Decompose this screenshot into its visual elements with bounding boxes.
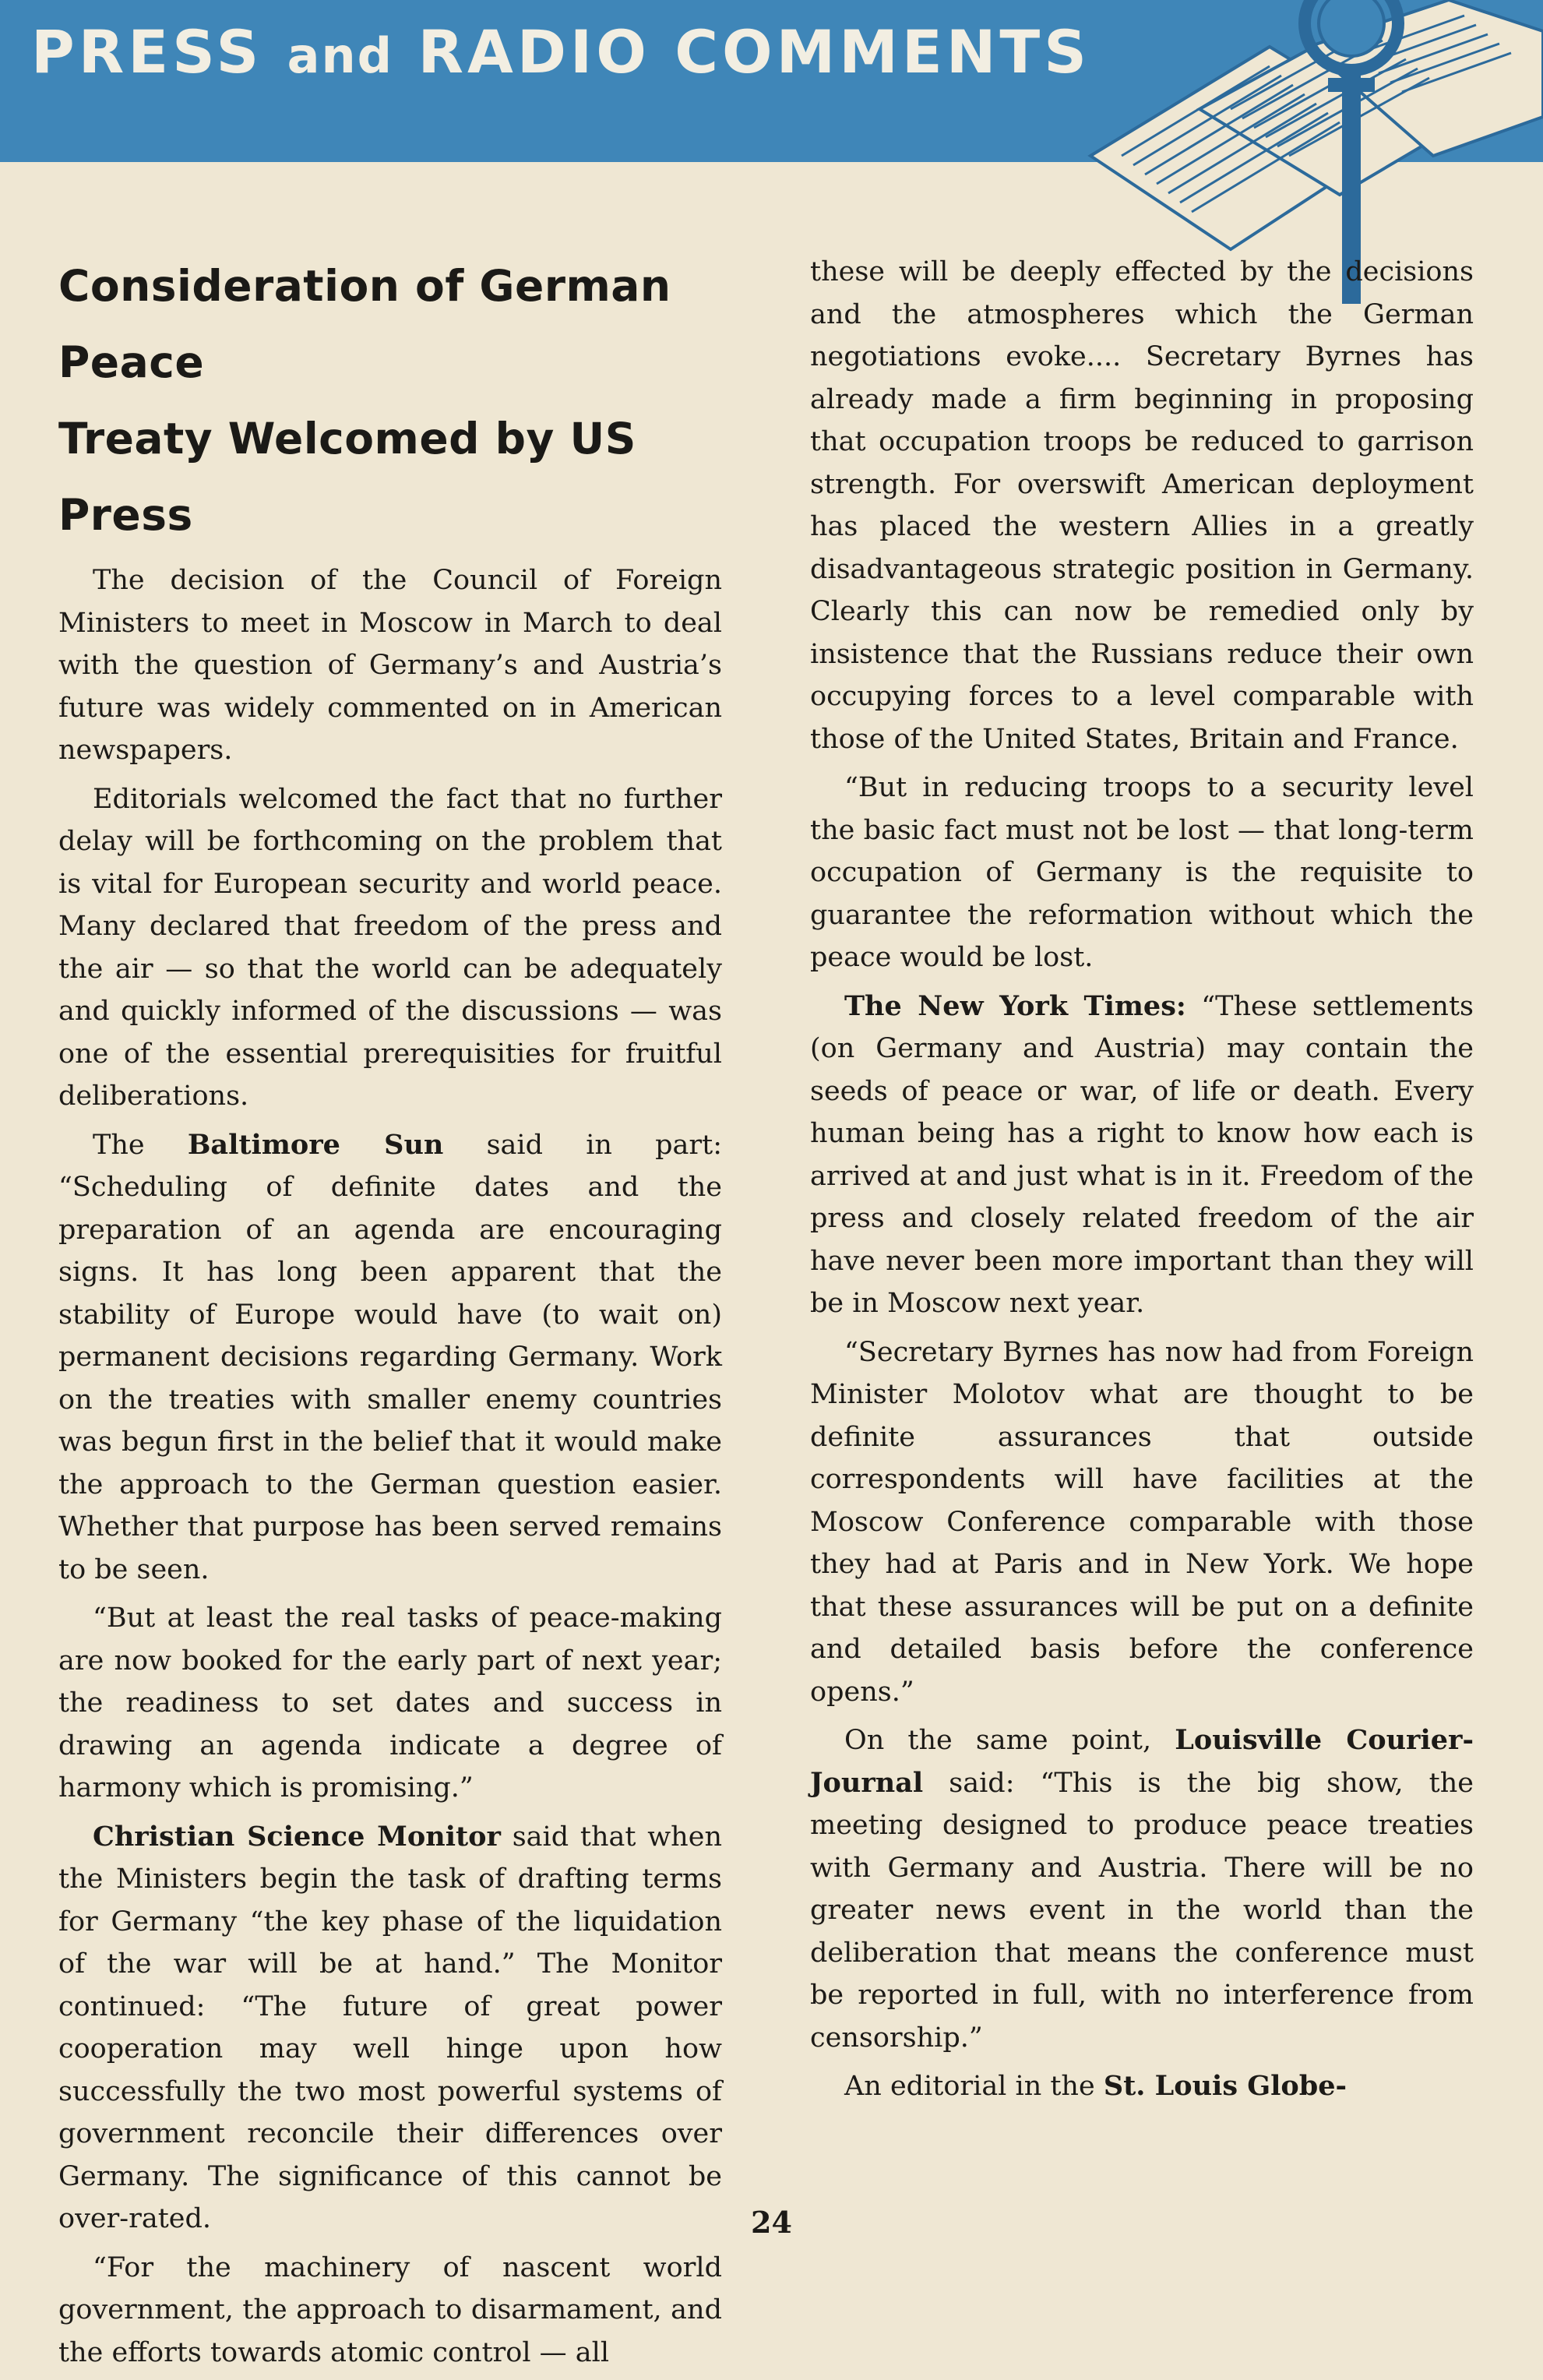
section-title-radio-comments: RADIO COMMENTS xyxy=(417,17,1091,86)
article-left-column xyxy=(58,248,722,2380)
left-column-paragraphs xyxy=(58,559,722,2374)
page-number: 24 xyxy=(751,2205,792,2240)
article-paragraph xyxy=(58,1124,722,1592)
article-paragraph xyxy=(810,767,1474,979)
publication-name: The New York Times: xyxy=(844,989,1186,1022)
publication-name: Louisville Courier-Journal xyxy=(810,1724,1474,1799)
headline-line-2: Treaty Welcomed by US Press xyxy=(58,414,636,540)
article-paragraph xyxy=(810,985,1474,1325)
paragraph-text: “But in reducing troops to a security level the basic fact must not be lost — that long-term occupation of Germany is the requisite to guarantee the reformation without which the peace would be lost. xyxy=(810,772,1474,973)
article-headline xyxy=(58,248,722,553)
right-column-paragraphs xyxy=(810,251,1474,2108)
paragraph-text: On the same point, xyxy=(844,1725,1175,1756)
paragraph-text: these will be deeply effected by the decisions and the atmospheres which the German negotiations evoke.... Secretary Byrnes has already made a firm beginning in proposing that occupation troops be reduced to garrison strength. For overswift American deployment has placed the western Allies in a greatly disadvantageous strategic position in Germany. Clearly this can now be remedied only by insistence that the Russians reduce their own occupying forces to a level comparable with those of the United States, Britain and France. xyxy=(810,256,1474,755)
article-paragraph xyxy=(810,1331,1474,1714)
article-paragraph xyxy=(58,1597,722,1810)
paragraph-text: “But at least the real tasks of peace-making are now booked for the early part of next year; the readiness to set dates and success in drawing an agenda indicate a degree of harmony which is promising.” xyxy=(58,1603,722,1804)
paragraph-text: The decision of the Council of Foreign Ministers to meet in Moscow in March to deal with the question of Germany’s and Austria’s future was widely commented on in American newspapers. xyxy=(58,565,722,766)
paragraph-text: “For the machinery of nascent world government, the approach to disarmament, and the efforts towards atomic control — all xyxy=(58,2251,722,2368)
publication-name: Christian Science Monitor xyxy=(93,1820,501,1853)
newspaper-sheets xyxy=(1090,0,1543,249)
article-paragraph xyxy=(58,1816,722,2241)
article-paragraph xyxy=(810,1719,1474,2059)
article-paragraph xyxy=(810,2065,1474,2108)
article-paragraph xyxy=(810,251,1474,760)
article-paragraph xyxy=(58,559,722,772)
section-title xyxy=(31,17,1090,86)
article-paragraph xyxy=(58,778,722,1118)
paragraph-text: “These settlements (on Germany and Austria) may contain the seeds of peace or war, of life or death. Every human being has a right to know how each is arrived at and just what is in it. Freedom of the press and closely related freedom of the air have never been more important than they will be in Moscow next year. xyxy=(810,990,1474,1319)
publication-name: Baltimore Sun xyxy=(187,1128,444,1161)
paragraph-text: An editorial in the xyxy=(844,2071,1104,2102)
paragraph-text: The xyxy=(93,1129,188,1161)
section-title-press: PRESS xyxy=(31,17,263,86)
paragraph-text: Editorials welcomed the fact that no further delay will be forthcoming on the problem that is vital for European security and world peace. Many declared that freedom of the press and the air — so that the world can be adequately and quickly informed of the discussions — was one of the essential prerequisities for fruitful deliberations. xyxy=(58,783,722,1112)
paragraph-text: said in part: “Scheduling of definite dates and the preparation of an agenda are encouraging signs. It has long been apparent that the stability of Europe would have (to wait on) permanent decisions regarding Germany. Work on the treaties with smaller enemy countries was begun first in the belief that it would make the approach to the German question easier. Whether that purpose has been served remains to be seen. xyxy=(58,1129,722,1585)
publication-name: St. Louis Globe- xyxy=(1103,2070,1347,2102)
paragraph-text: said: “This is the big show, the meeting designed to produce peace treaties with Germany and Austria. There will be no greater news event in the world than the deliberation that means the conference must be reported in full, with no interference from censorship.” xyxy=(810,1767,1474,2054)
article-paragraph xyxy=(58,2247,722,2375)
paragraph-text: said that when the Ministers begin the task of drafting terms for Germany “the key phase of the liquidation of the war will be at hand.” The Monitor continued: “The future of great power cooperation may well hinge upon how successfully the two most powerful systems of government reconcile their differences over Germany. The significance of this cannot be over-rated. xyxy=(58,1821,722,2234)
section-title-and: and xyxy=(287,27,394,84)
headline-line-1: Consideration of German Peace xyxy=(58,261,671,387)
article-right-column xyxy=(810,251,1474,2114)
paragraph-text: “Secretary Byrnes has now had from Foreign Minister Molotov what are thought to be definite assurances that outside correspondents will have facilities at the Moscow Conference comparable with those they had at Paris and in New York. We hope that these assurances will be put on a definite and detailed basis before the conference opens.” xyxy=(810,1336,1474,1708)
